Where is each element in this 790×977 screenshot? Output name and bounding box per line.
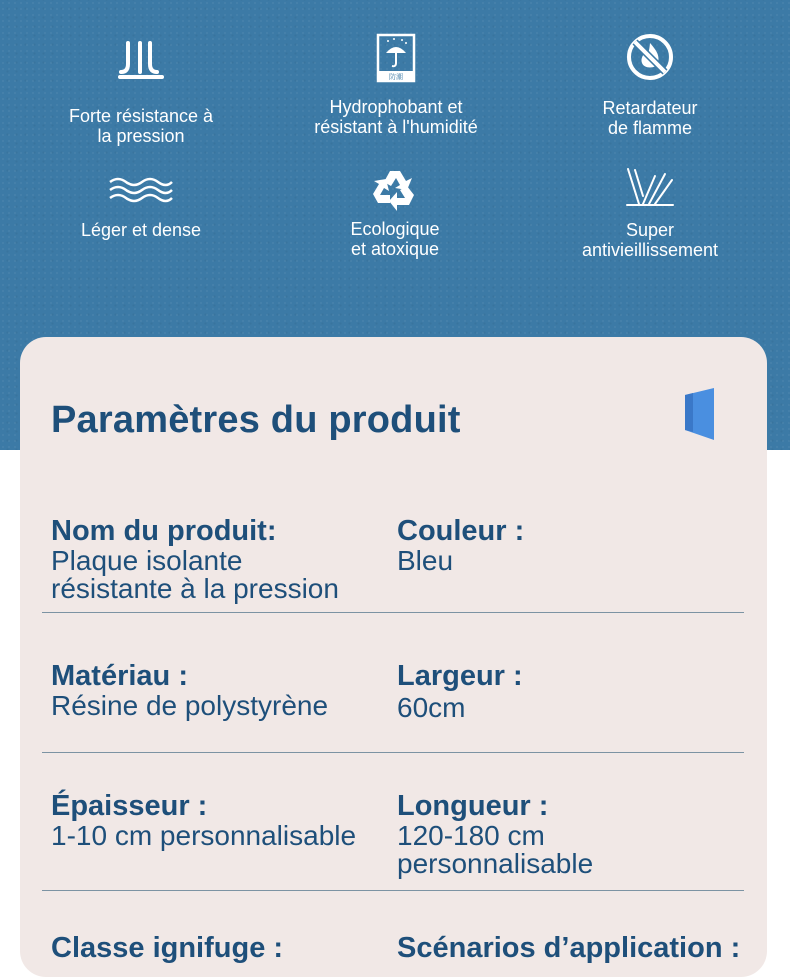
param-value: 1-10 cm personnalisable <box>51 820 357 851</box>
feature-label: Retardateur de flamme <box>602 98 698 138</box>
param-label: Épaisseur : <box>51 790 208 822</box>
param-label: Scénarios d’application : <box>397 932 741 964</box>
umbrella-moisture-icon <box>376 33 416 83</box>
param-label: Couleur : <box>397 515 525 547</box>
param-length <box>397 790 593 878</box>
feature-label: Forte résistance à la pression <box>68 106 214 146</box>
param-value: Bleu <box>397 545 454 576</box>
param-label: Largeur : <box>397 660 523 692</box>
param-fire-class <box>51 932 283 964</box>
param-color <box>397 515 524 575</box>
feature-hydrophobic <box>276 33 516 137</box>
feature-pressure <box>21 40 261 146</box>
recycle-icon <box>372 167 418 213</box>
waves-icon <box>108 175 174 205</box>
pressure-resistance-icon <box>116 40 166 80</box>
no-fire-icon <box>625 32 675 82</box>
param-label: Nom du produit: <box>51 515 277 547</box>
param-value: 120-180 cm personnalisable <box>397 820 594 879</box>
row-divider <box>42 890 744 891</box>
param-value: 60cm <box>397 692 466 723</box>
param-width <box>397 660 523 722</box>
section-title: Paramètres du produit <box>51 399 461 441</box>
feature-label: Léger et dense <box>80 220 202 240</box>
feature-anti-aging <box>530 166 770 260</box>
feature-ecological <box>275 167 515 259</box>
umbrella-icon-caption: 防潮 <box>389 74 403 81</box>
feature-label: Ecologique et atoxique <box>350 219 440 259</box>
feature-label: Super antivieillissement <box>581 220 719 260</box>
param-application <box>397 932 740 964</box>
param-product-name <box>51 515 339 603</box>
param-thickness <box>51 790 356 850</box>
param-label: Matériau : <box>51 660 188 692</box>
param-label: Longueur : <box>397 790 549 822</box>
feature-light <box>21 175 261 240</box>
param-value: Plaque isolante résistante à la pression <box>51 545 339 604</box>
sun-rays-icon <box>625 166 675 208</box>
param-value: Résine de polystyrène <box>51 690 329 721</box>
feature-flame-retardant <box>530 32 770 138</box>
param-material <box>51 660 328 720</box>
product-parameters-card <box>20 337 767 977</box>
param-label: Classe ignifuge : <box>51 932 284 964</box>
row-divider <box>42 752 744 753</box>
feature-label: Hydrophobant et résistant à l'humidité <box>314 97 478 137</box>
row-divider <box>42 612 744 613</box>
blue-flag-icon <box>683 387 715 441</box>
